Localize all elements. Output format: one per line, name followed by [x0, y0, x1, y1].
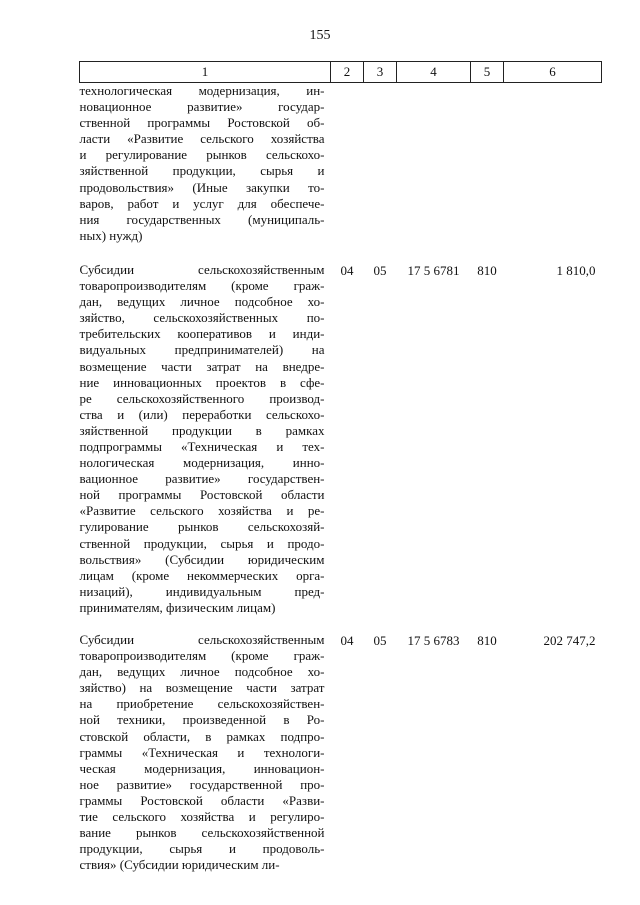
expense-type-code: 810	[477, 262, 497, 278]
section-code: 04	[340, 633, 354, 648]
description-line: и регулирование рынков сельскохо-	[79, 147, 325, 163]
description-line: гулирование рынков сельскохозяй-	[79, 519, 325, 535]
description-line: ства и (или) переработки сельскохо-	[79, 406, 325, 422]
section-code: 04	[340, 262, 354, 278]
description-line: тие сельского хозяйства и регулиро-	[79, 809, 325, 825]
column-header: 2	[331, 62, 364, 83]
column-header: 6	[504, 62, 602, 83]
description-line: ние инновационных проектов в сфе-	[79, 374, 325, 390]
description-line: новационное развитие» государ-	[79, 99, 325, 115]
description-line: вационное развитие» государствен-	[79, 471, 325, 487]
description-line: ласти «Развитие сельского хозяйства	[79, 131, 325, 147]
page-number: 155	[309, 28, 331, 43]
description-line: продовольствия» (Иные закупки то-	[79, 179, 325, 195]
description-line: граммы Ростовской области «Разви-	[79, 792, 325, 808]
description-line: ственной программы Ростовской об-	[79, 115, 325, 131]
description-line: зяйственной продукции, сырья и	[79, 163, 325, 179]
description-line: товаропроизводителям (кроме граж-	[79, 278, 325, 294]
description-line: вольствия» (Субсидии юридическим	[79, 551, 325, 567]
expense-type-code	[471, 83, 504, 262]
description-line: ния государственных (муниципаль-	[79, 211, 325, 227]
description-line: граммы «Техническая и технологи-	[79, 744, 325, 760]
table-row	[80, 262, 602, 632]
column-header: 1	[80, 62, 331, 83]
description-line: продукции, сырья и продоволь-	[79, 841, 325, 857]
description-line: ных) нужд)	[79, 227, 143, 243]
amount-value: 202 747,2	[543, 633, 596, 648]
description-line: на приобретение сельскохозяйствен-	[79, 696, 325, 712]
row-description	[80, 632, 331, 889]
description-line: нологическая модернизация, инно-	[79, 455, 325, 471]
description-line: технологическая модернизация, ин-	[79, 83, 325, 98]
table-row	[80, 83, 602, 262]
description-line: варов, работ и услуг для обеспече-	[79, 195, 325, 211]
description-line: лицам (кроме некоммерческих орга-	[79, 567, 325, 583]
subsection-code	[364, 83, 397, 262]
description-line: ной техники, произведенной в Ро-	[79, 712, 325, 728]
description-line: ре сельскохозяйственного производ-	[79, 390, 325, 406]
description-line: низаций), индивидуальным пред-	[79, 583, 325, 599]
description-line: «Развитие сельского хозяйства и ре-	[79, 503, 325, 519]
row-description	[80, 83, 331, 262]
amount-value: 1 810,0	[556, 262, 596, 278]
description-line: дан, ведущих личное подсобное хо-	[79, 664, 325, 680]
description-line: зяйство, сельскохозяйственных по-	[79, 310, 325, 326]
section-code	[331, 83, 364, 262]
description-line: Субсидии сельскохозяйственным	[79, 632, 325, 647]
expense-type-code: 810	[477, 633, 497, 648]
description-line: зяйство) на возмещение части затрат	[79, 680, 325, 696]
subsection-code: 05	[373, 262, 387, 278]
subsection-code: 05	[373, 633, 387, 648]
description-line: зяйственной продукции в рамках	[79, 422, 325, 438]
target-article-code: 17 5 6781	[407, 262, 460, 278]
description-line: ствия» (Субсидии юридическим ли-	[79, 857, 280, 873]
column-header: 3	[364, 62, 397, 83]
description-line: принимателям, физическим лицам)	[79, 599, 276, 615]
description-line: дан, ведущих личное подсобное хо-	[79, 294, 325, 310]
description-line: подпрограммы «Техническая и тех-	[79, 438, 325, 454]
description-line: товаропроизводителям (кроме граж-	[79, 648, 325, 664]
description-line: видуальных предпринимателей) на	[79, 342, 325, 358]
row-description	[80, 262, 331, 632]
table-header-row	[80, 62, 602, 83]
description-line: требительских кооперативов и инди-	[79, 326, 325, 342]
target-article-code: 17 5 6783	[407, 633, 460, 648]
budget-table	[79, 61, 602, 889]
target-article-code	[397, 83, 471, 262]
description-line: ственной продукции, сырья и продо-	[79, 535, 325, 551]
description-line: Субсидии сельскохозяйственным	[79, 261, 325, 277]
description-line: ческая модернизация, инновацион-	[79, 760, 325, 776]
amount-value	[504, 83, 602, 262]
description-line: ное развитие» государственной про-	[79, 776, 325, 792]
description-line: ной программы Ростовской области	[79, 487, 325, 503]
description-line: вание рынков сельскохозяйственной	[79, 825, 325, 841]
description-line: стовской области, в рамках подпро-	[79, 728, 325, 744]
table-row	[80, 632, 602, 889]
column-header: 4	[397, 62, 471, 83]
description-line: возмещение части затрат на внедре-	[79, 358, 325, 374]
column-header: 5	[471, 62, 504, 83]
